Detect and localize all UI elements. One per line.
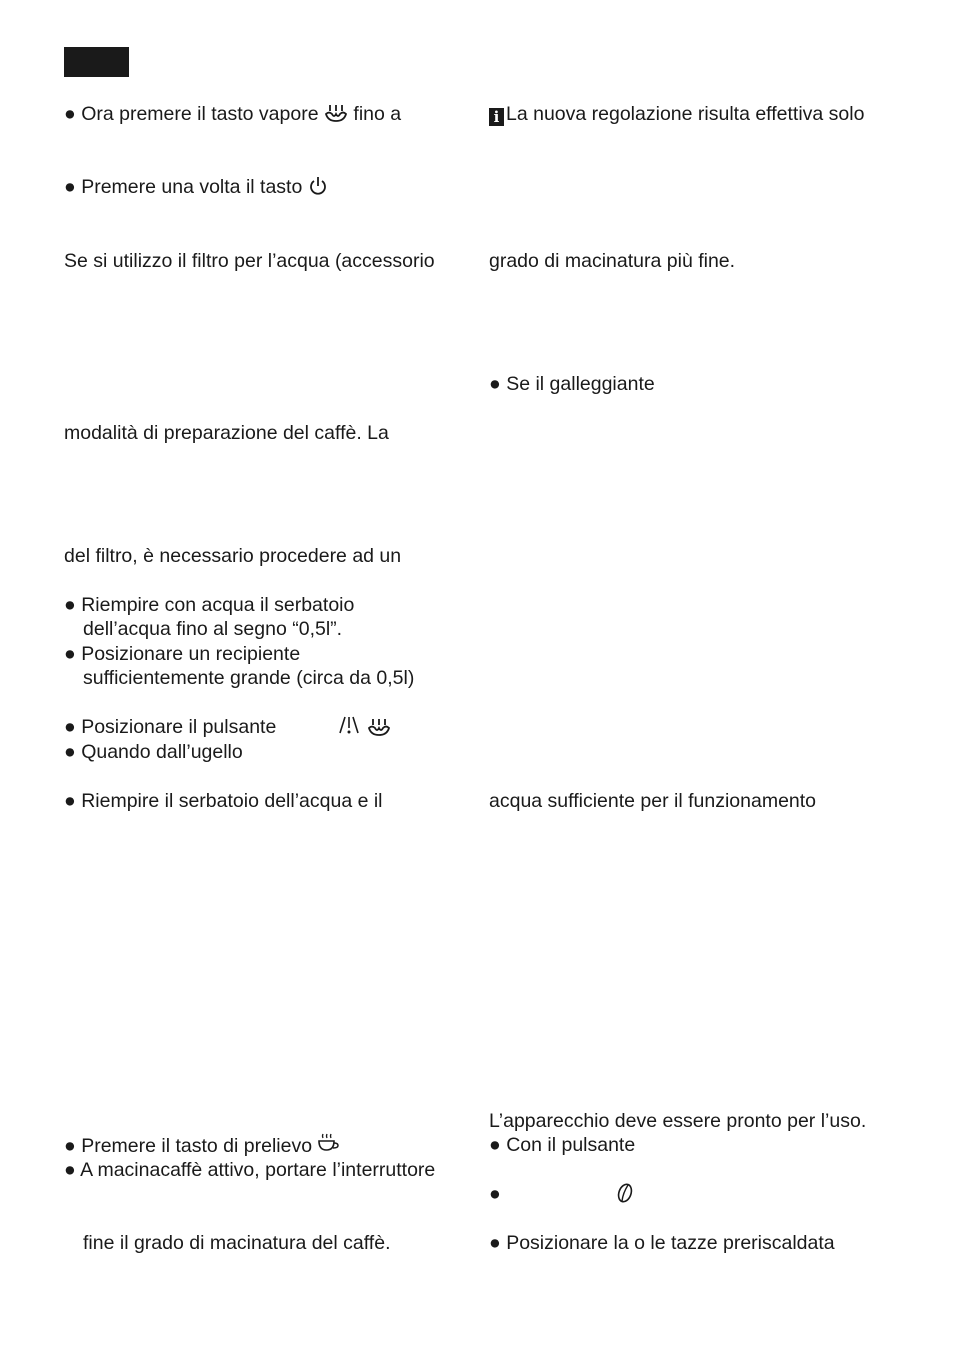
- cups-step: ● Posizionare la o le tazze preriscaldata: [489, 1232, 835, 1254]
- section-tab: [64, 47, 129, 77]
- filter-paragraph: Se si utilizzo il filtro per l’acqua (accessorio: [64, 250, 435, 272]
- bean-step-icon: [615, 1182, 635, 1211]
- grinder-step: ● A macinacaffè attivo, portare l’interruttore: [64, 1159, 436, 1181]
- dispense-step: ● Premere il tasto di prelievo: [64, 1133, 339, 1162]
- float-step: ● Se il galleggiante: [489, 373, 655, 395]
- container-step-cont: sufficientemente grande (circa da 0,5l): [83, 667, 415, 689]
- button-step-icons: [336, 715, 391, 744]
- steam-instruction: ● Ora premere il tasto vapore fino a: [64, 102, 401, 130]
- fill-step: ● Riempire con acqua il serbatoio: [64, 594, 355, 616]
- coffee-bean-icon: [615, 1182, 635, 1211]
- power-icon: [308, 176, 328, 203]
- fill-step-cont: dell’acqua fino al segno “0,5l”.: [83, 618, 343, 640]
- button-step-right: ● Con il pulsante: [489, 1134, 636, 1156]
- bean-step: ●: [489, 1183, 501, 1205]
- info-note: i La nuova regolazione risulta effettiva solo: [489, 102, 864, 127]
- nozzle-step: ● Quando dall’ugello: [64, 741, 243, 763]
- water-paragraph: acqua sufficiente per il funzionamento: [489, 790, 817, 812]
- grind-paragraph: grado di macinatura più fine.: [489, 250, 736, 272]
- steam-icon: [324, 103, 348, 130]
- filter-procedure-paragraph: del filtro, è necessario procedere ad un: [64, 545, 402, 567]
- container-step: ● Posizionare un recipiente: [64, 643, 301, 665]
- steam-icon: [367, 717, 391, 744]
- button-step: ● Posizionare il pulsante: [64, 716, 277, 738]
- mode-paragraph: modalità di preparazione del caffè. La: [64, 422, 389, 444]
- grind-fine-step: fine il grado di macinatura del caffè.: [83, 1232, 391, 1254]
- info-icon: i: [489, 108, 504, 126]
- power-instruction: ● Premere una volta il tasto: [64, 175, 328, 203]
- refill-step: ● Riempire il serbatoio dell’acqua e il: [64, 790, 383, 812]
- ready-paragraph: L’apparecchio deve essere pronto per l’uso.: [489, 1110, 867, 1132]
- spray-icon: [336, 715, 362, 744]
